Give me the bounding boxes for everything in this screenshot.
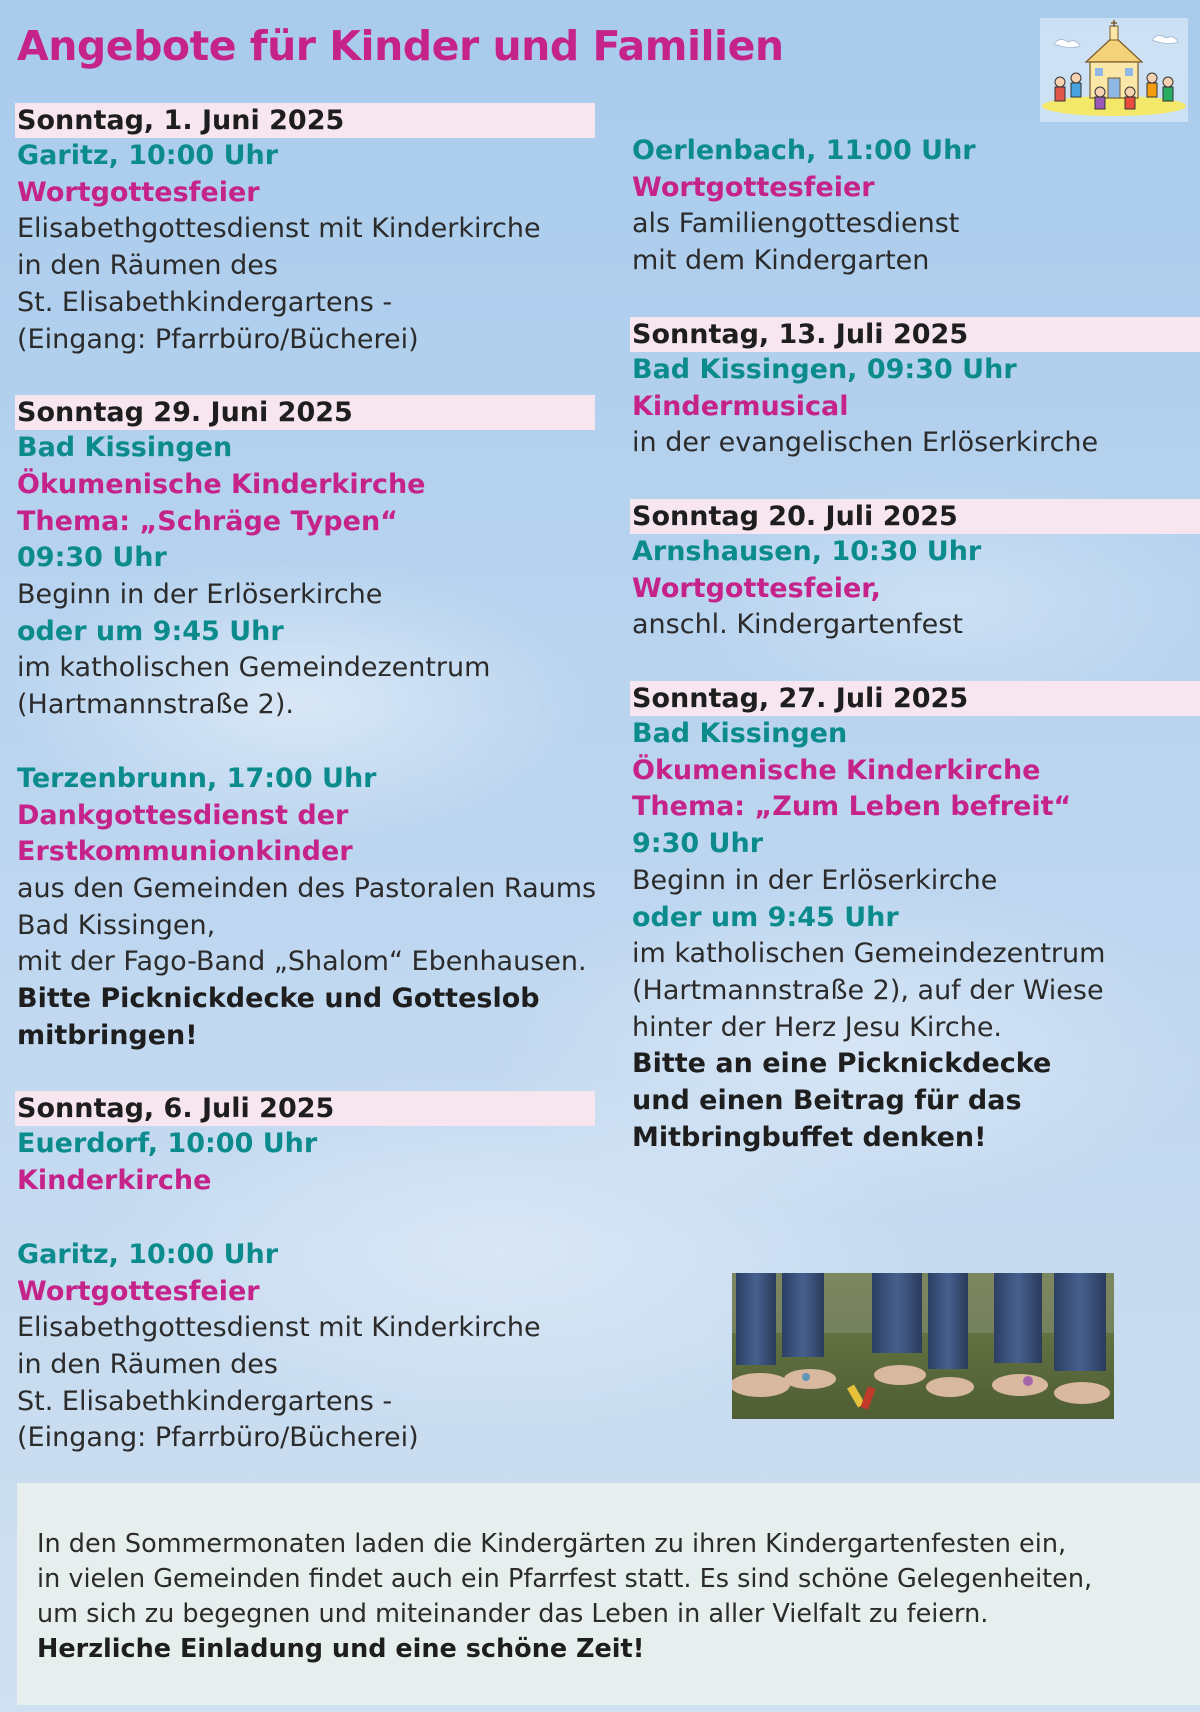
event-sonntag-13-juli xyxy=(632,317,1200,462)
event-description: (Eingang: Pfarrbüro/Bücherei) xyxy=(17,1422,419,1454)
footer-line: um sich zu begegnen und miteinander das Leben in aller Vielfalt zu feiern. xyxy=(37,1599,989,1629)
event-description: Beginn in der Erlöserkirche xyxy=(17,579,383,611)
event-sonntag-1-juni xyxy=(17,103,595,358)
event-description: (Hartmannstraße 2). xyxy=(17,689,294,721)
event-type: Wortgottesfeier xyxy=(17,176,260,208)
event-sonntag-29-juni xyxy=(17,395,595,724)
event-type: Dankgottesdienst der xyxy=(17,799,349,831)
footer-invitation: Herzliche Einladung und eine schöne Zeit! xyxy=(37,1634,645,1664)
event-place-time: Garitz, 10:00 Uhr xyxy=(17,140,279,171)
event-date: Sonntag, 27. Juli 2025 xyxy=(630,681,1200,716)
event-garitz-juli xyxy=(17,1237,595,1457)
event-description: mit der Fago-Band „Shalom“ Ebenhausen. xyxy=(17,946,587,978)
event-note: Bitte an eine Picknickdecke xyxy=(632,1048,1052,1080)
footer-line: in vielen Gemeinden findet auch ein Pfarrfest statt. Es sind schöne Gelegenheiten, xyxy=(37,1564,1093,1594)
right-column xyxy=(632,133,1200,1156)
event-description: im katholischen Gemeindezentrum xyxy=(17,652,491,684)
footer-note xyxy=(17,1483,1200,1705)
event-place-time: Garitz, 10:00 Uhr xyxy=(17,1238,279,1270)
event-alt-time: oder um 9:45 Uhr xyxy=(632,901,899,933)
event-description: als Familiengottesdienst xyxy=(632,208,960,240)
footer-line: In den Sommermonaten laden die Kindergärten zu ihren Kindergartenfesten ein, xyxy=(37,1529,1067,1559)
event-type: Ökumenische Kinderkirche xyxy=(632,754,1041,786)
left-column xyxy=(17,103,595,1457)
church-children-logo xyxy=(1040,18,1188,122)
event-description: in den Räumen des xyxy=(17,250,278,282)
event-place-time: Euerdorf, 10:00 Uhr xyxy=(17,1128,318,1160)
event-place: Bad Kissingen xyxy=(17,432,233,464)
event-note: und einen Beitrag für das xyxy=(632,1085,1022,1117)
event-description: (Eingang: Pfarrbüro/Bücherei) xyxy=(17,323,419,355)
event-description: anschl. Kindergartenfest xyxy=(632,609,963,641)
event-description: Elisabethgottesdienst mit Kinderkirche xyxy=(17,213,541,245)
event-type: Wortgottesfeier xyxy=(17,1275,260,1307)
event-type: Ökumenische Kinderkirche xyxy=(17,468,426,500)
event-type: Wortgottesfeier xyxy=(632,171,875,203)
event-type: Erstkommunionkinder xyxy=(17,836,353,868)
event-description: in der evangelischen Erlöserkirche xyxy=(632,427,1099,459)
event-place-time: Bad Kissingen, 09:30 Uhr xyxy=(632,353,1017,385)
event-time: 09:30 Uhr xyxy=(17,542,167,574)
event-date: Sonntag 20. Juli 2025 xyxy=(630,499,1200,534)
event-description: St. Elisabethkindergartens - xyxy=(17,1385,393,1417)
event-date: Sonntag, 6. Juli 2025 xyxy=(15,1091,595,1126)
event-theme: Thema: „Schräge Typen“ xyxy=(17,505,398,537)
event-description: in den Räumen des xyxy=(17,1348,278,1380)
event-type: Kindermusical xyxy=(632,390,849,422)
event-oerlenbach xyxy=(632,133,1200,280)
event-description: mit dem Kindergarten xyxy=(632,245,930,277)
event-description: St. Elisabethkindergartens - xyxy=(17,286,393,318)
event-date: Sonntag, 1. Juni 2025 xyxy=(15,103,595,138)
event-sonntag-27-juli xyxy=(632,681,1200,1156)
event-theme: Thema: „Zum Leben befreit“ xyxy=(632,791,1072,823)
page-title: Angebote für Kinder und Familien xyxy=(17,22,784,70)
children-feet-photo xyxy=(732,1273,1114,1419)
event-date: Sonntag 29. Juni 2025 xyxy=(15,395,595,430)
event-place-time: Oerlenbach, 11:00 Uhr xyxy=(632,135,976,166)
event-place-time: Arnshausen, 10:30 Uhr xyxy=(632,535,982,567)
event-note: Mitbringbuffet denken! xyxy=(632,1121,987,1153)
event-note: mitbringen! xyxy=(17,1019,198,1051)
event-date: Sonntag, 13. Juli 2025 xyxy=(630,317,1200,352)
event-description: Beginn in der Erlöserkirche xyxy=(632,864,998,896)
event-description: Bad Kissingen, xyxy=(17,909,216,941)
event-type: Kinderkirche xyxy=(17,1165,212,1197)
event-time: 9:30 Uhr xyxy=(632,828,764,860)
event-place: Bad Kissingen xyxy=(632,718,848,750)
event-description: aus den Gemeinden des Pastoralen Raums xyxy=(17,872,597,904)
event-sonntag-6-juli xyxy=(17,1091,595,1199)
event-description: (Hartmannstraße 2), auf der Wiese xyxy=(632,974,1104,1006)
event-description: hinter der Herz Jesu Kirche. xyxy=(632,1011,1003,1043)
event-place-time: Terzenbrunn, 17:00 Uhr xyxy=(17,762,377,794)
event-sonntag-20-juli xyxy=(632,499,1200,644)
event-type: Wortgottesfeier, xyxy=(632,572,881,604)
event-note: Bitte Picknickdecke und Gotteslob xyxy=(17,983,540,1015)
event-alt-time: oder um 9:45 Uhr xyxy=(17,615,284,647)
event-description: im katholischen Gemeindezentrum xyxy=(632,938,1106,970)
event-description: Elisabethgottesdienst mit Kinderkirche xyxy=(17,1312,541,1344)
event-terzenbrunn xyxy=(17,761,595,1055)
